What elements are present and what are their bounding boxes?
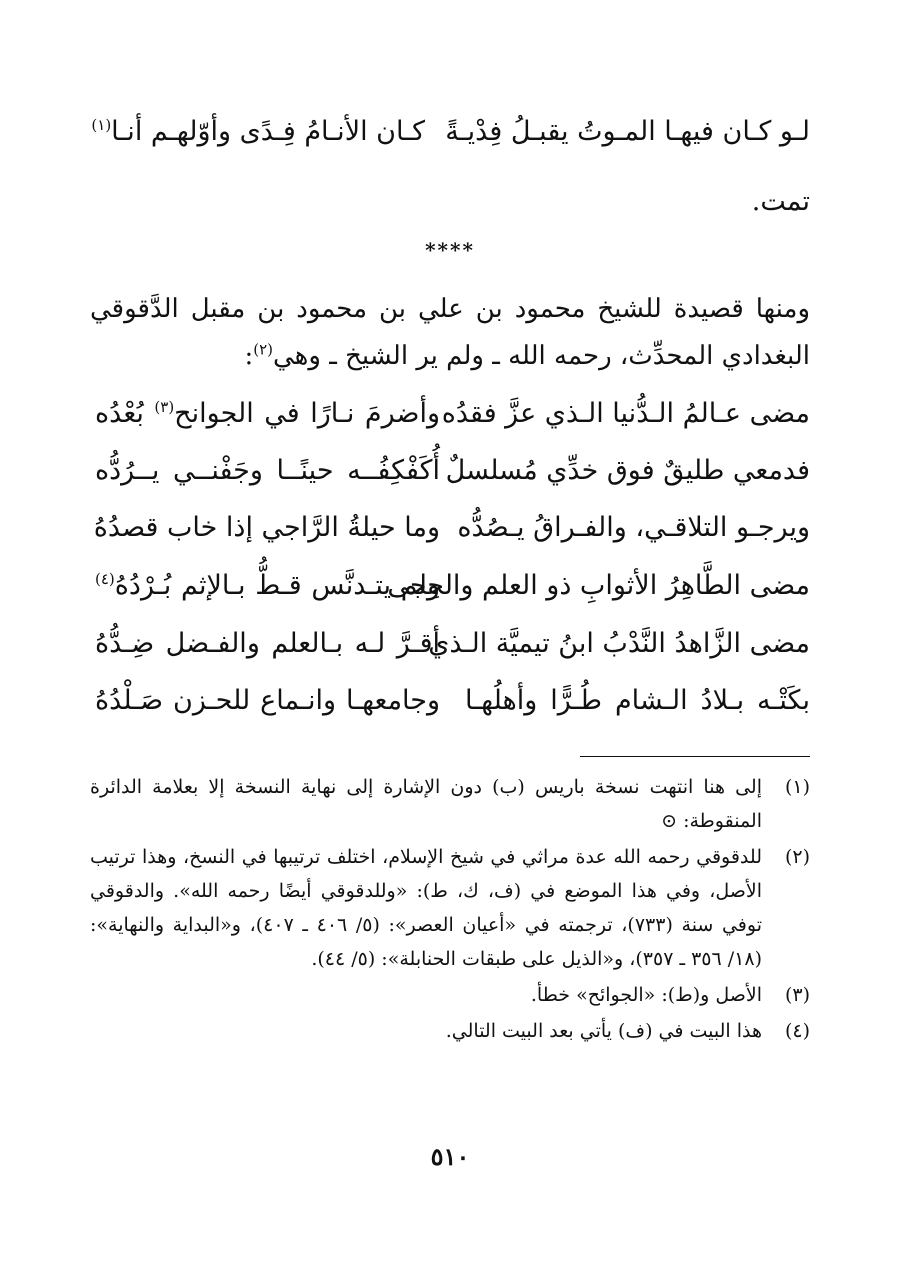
- footnote-item: [90, 1014, 810, 1048]
- verse-left-text: وأضرمَ نـارًا في الجوانح: [174, 398, 440, 429]
- verse-left-text-end: بُعْدُه: [95, 398, 155, 429]
- poem-introduction: [90, 286, 810, 380]
- footnote-item: [90, 840, 810, 976]
- footnote-text: إلى هنا انتهت نسخة باريس (ب) دون الإشارة إلى نهاية النسخة إلا بعلامة الدائرة المنقوطة: ⊙: [90, 776, 762, 832]
- footnote-marker: (٤): [95, 570, 115, 588]
- verse-left-text: ولم يتـدنَّس قـطُّ بـالإثم بُـرْدُهُ: [114, 570, 440, 601]
- verse-left-hemistich: وجامعهـا وانـماع للحـزن صَـلْدُهُ: [95, 685, 440, 716]
- intro-line-2-text: البغدادي المحدِّث، رحمه الله ـ ولم ير الشيخ ـ وهي: [273, 341, 810, 371]
- footnote-divider: [580, 756, 810, 757]
- verse-left-text: كـان الأنـامُ فِـدًى وأوّلهـم أنـا: [111, 116, 425, 147]
- footnote-marker: (٣): [154, 398, 175, 416]
- verse-left-hemistich: [95, 562, 440, 610]
- section-separator: ****: [425, 238, 475, 262]
- verse-left-hemistich: [95, 390, 440, 438]
- footnote-number: (٢): [784, 846, 810, 868]
- verse-row: [95, 562, 810, 610]
- verse-left-hemistich: أُكَفْكِفُــه حينًــا وجَفْنــي يــرُدُّه: [95, 455, 440, 486]
- verse-row: [95, 677, 810, 725]
- verse-left-hemistich: أقـرَّ لـه بـالعلم والفـضل ضِـدُّهُ: [95, 628, 440, 659]
- footnote-number: (٣): [784, 984, 810, 1006]
- verse-left-hemistich: [91, 108, 425, 156]
- footnote-number: (٤): [784, 1020, 810, 1042]
- footnote-item: [90, 978, 810, 1012]
- intro-colon: :: [244, 341, 254, 371]
- verse-row-top: [91, 108, 810, 156]
- verse-right-hemistich: مضى الطَّاهِرُ الأثوابِ ذو العلم والحِجى: [387, 570, 810, 601]
- intro-line-1: ومنها قصيدة للشيخ محمود بن علي بن محمود بن مقبل الدَّقوقي: [90, 294, 810, 324]
- footnote-text: هذا البيت في (ف) يأتي بعد البيت التالي.: [445, 1020, 762, 1042]
- footnote-text: الأصل و(ط): «الجوائح» خطأ.: [530, 984, 762, 1006]
- page-number: ٥١٠: [430, 1142, 470, 1171]
- verse-row: [95, 620, 810, 668]
- end-marker-text: تمت.: [751, 186, 810, 217]
- intro-line-2: [90, 333, 810, 380]
- footnote-marker: (٢): [253, 340, 273, 359]
- verse-right-hemistich: بكَتْـه بـلادُ الـشام طُـرًّا وأهلُهـا: [465, 685, 810, 716]
- footnote-text: للدقوقي رحمه الله عدة مراثي في شيخ الإسلام، اختلف ترتيبها في النسخ، وهذا ترتيب الأصل، وفي هذا الموضع في (ف، ك، ط): «وللدقوقي أيضًا رحمه الله». والدقوقي توفي سنة (٧٣٣)، ترجمته في «أعيان العصر»: (٥/ ٤٠٦ ـ ٤٠٧)، و«البداية والنهاية»: (١٨/ ٣٥٦ ـ ٣٥٧)، و«الذيل على طبقات الحنابلة»: (٥/ ٤٤).: [90, 846, 762, 970]
- footnote-item: [90, 770, 810, 838]
- verse-right-hemistich: مضى عـالمُ الـدُّنيا الـذي عزَّ فقدُه: [441, 398, 810, 429]
- verse-right-hemistich: فدمعي طليقٌ فوق خدِّي مُسلسلٌ: [445, 455, 810, 486]
- footnote-marker: (١): [91, 116, 112, 134]
- verse-row: [95, 504, 810, 552]
- verse-left-hemistich: وما حيلةُ الرَّاجي إذا خاب قصدُهُ: [93, 512, 440, 543]
- verse-right-hemistich: ويرجـو التلاقـي، والفـراقُ يـصُدُّه: [457, 512, 810, 543]
- verse-row: [95, 390, 810, 438]
- verse-right-hemistich: لـو كـان فيهـا المـوتُ يقبـلُ فِدْيـةً: [445, 116, 810, 147]
- footnotes: [90, 770, 810, 1050]
- footnote-number: (١): [784, 776, 810, 798]
- verse-row: [95, 447, 810, 495]
- verse-right-hemistich: مضى الزَّاهدُ النَّدْبُ ابنُ تيميَّة الـذي: [428, 628, 810, 659]
